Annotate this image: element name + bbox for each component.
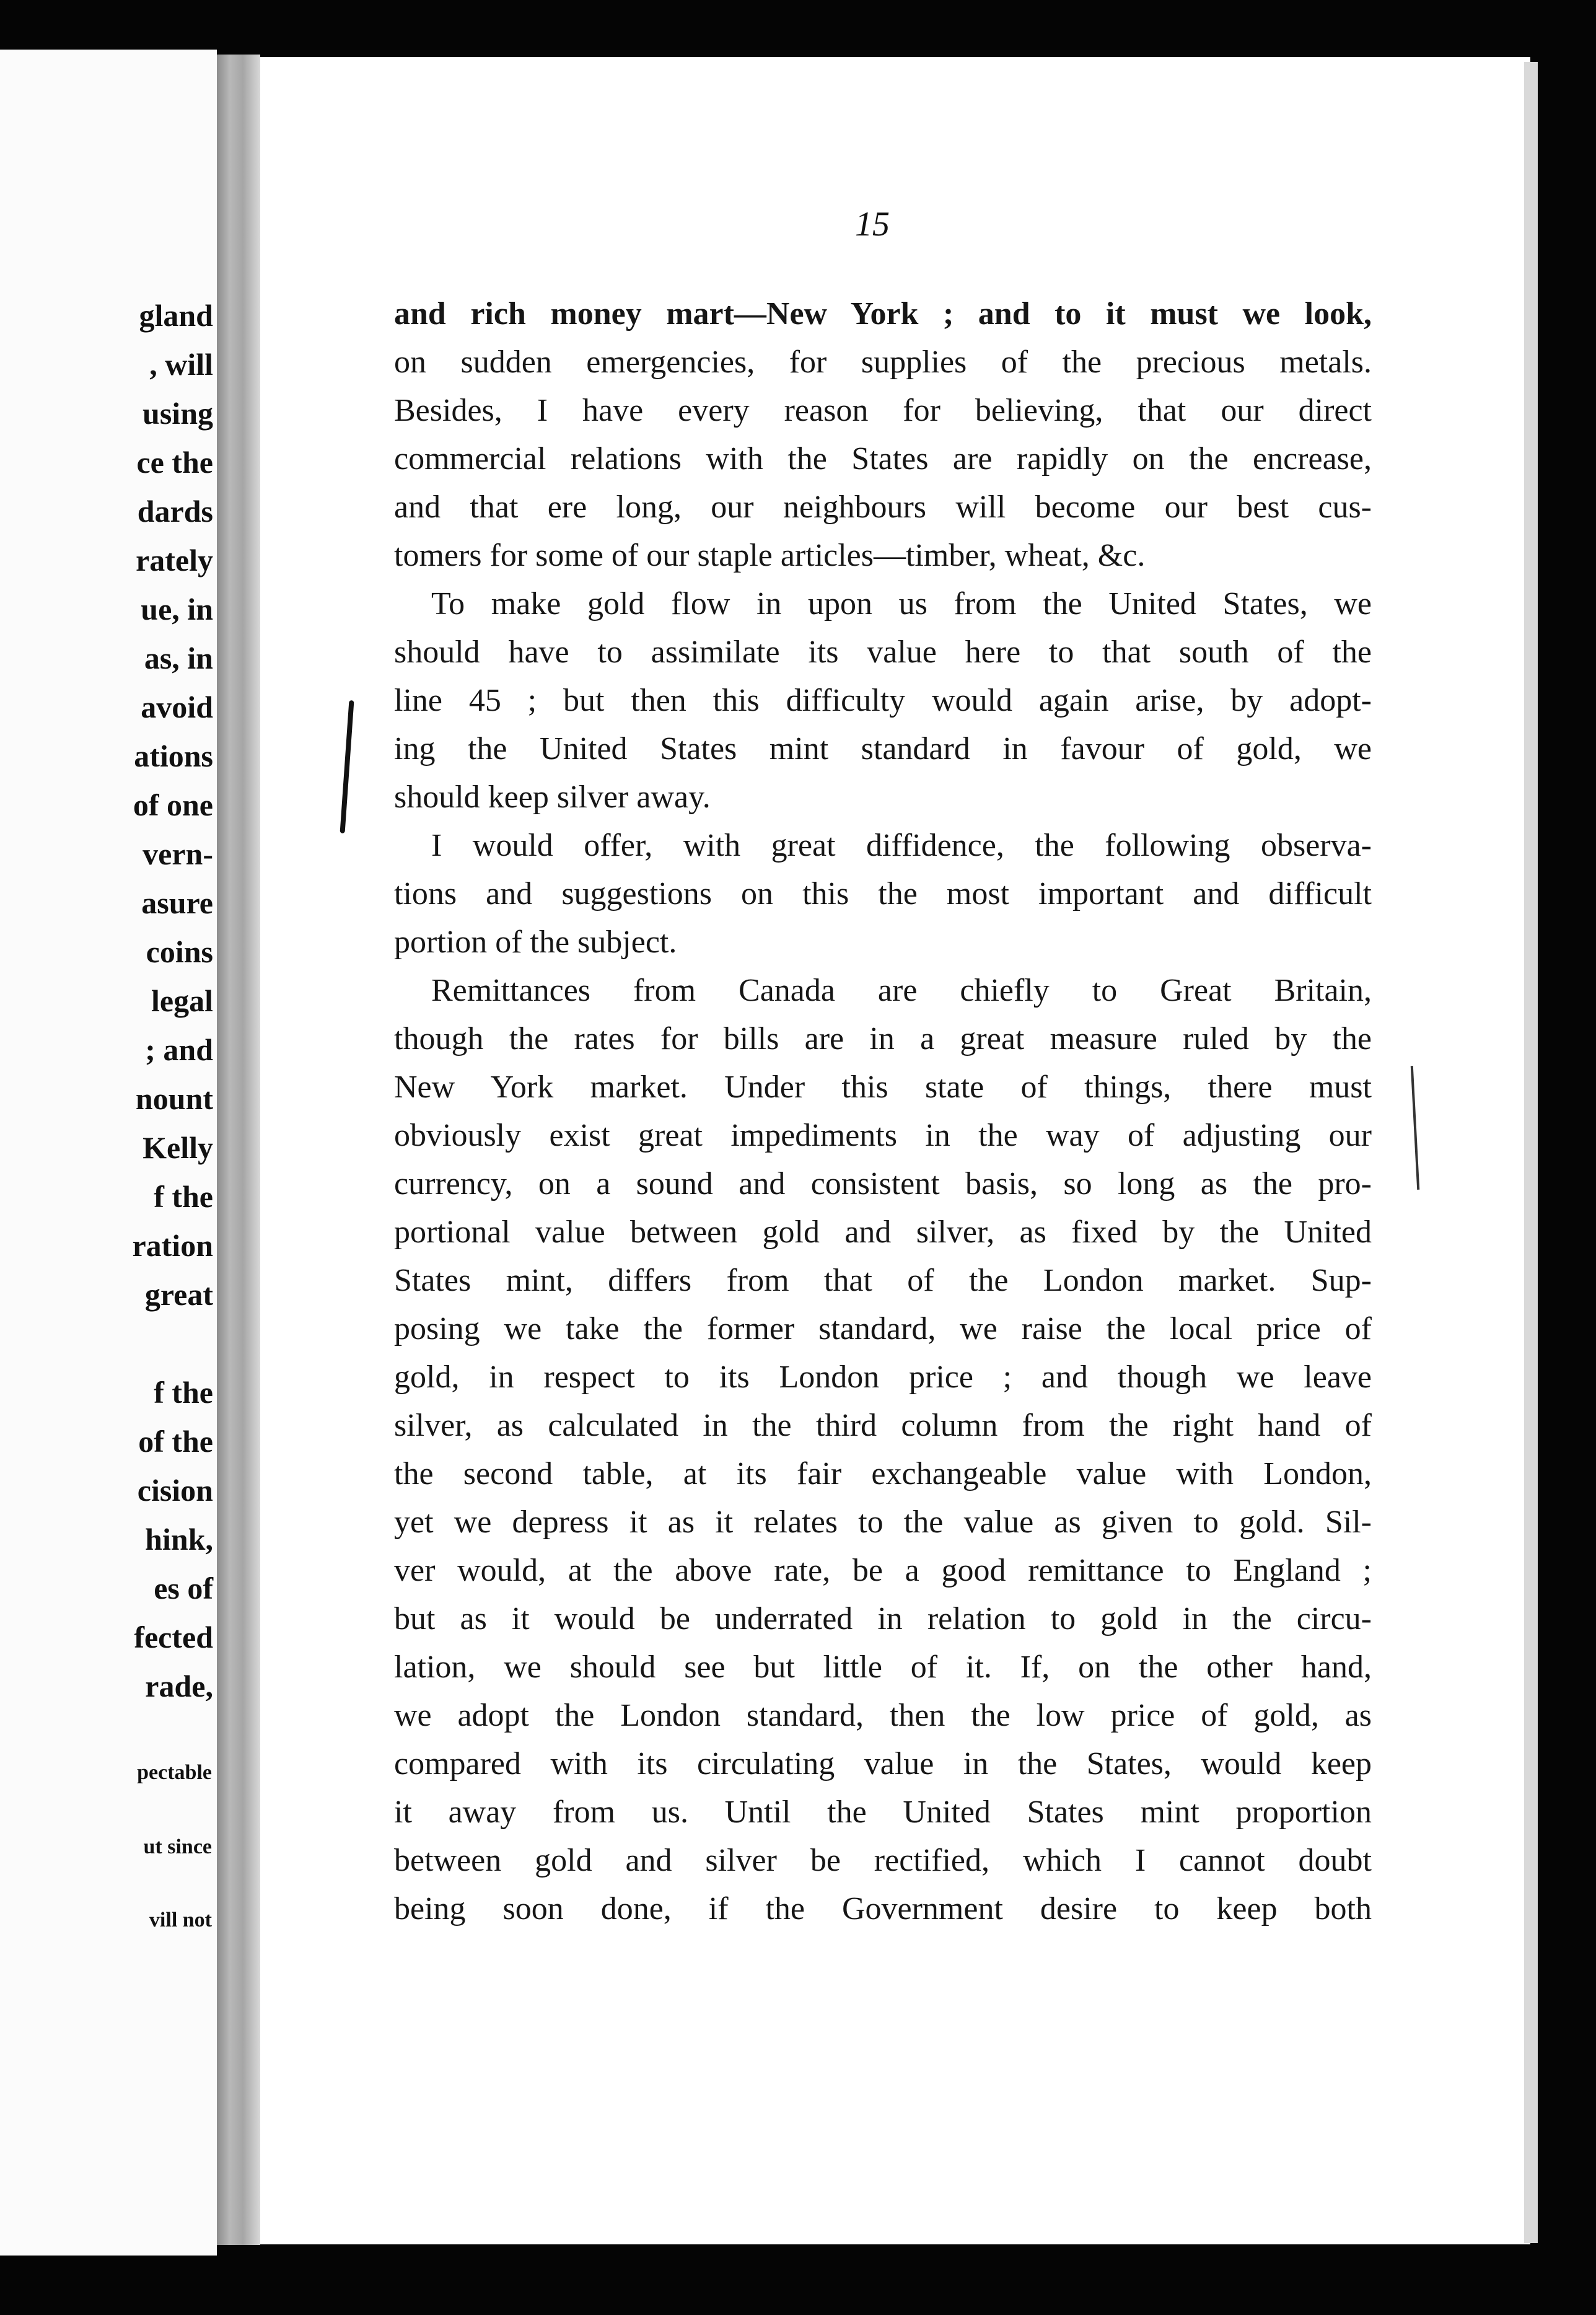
text-line: yet we depress it as it relates to the value as given to gold. Sil- (394, 1505, 1372, 1540)
text-line: lation, we should see but little of it. If, on the other hand, (394, 1649, 1372, 1685)
left-line: ce the (136, 445, 213, 480)
left-line: nount (135, 1081, 213, 1116)
left-footnote: vill not (149, 1909, 212, 1931)
left-line: cision (137, 1473, 213, 1508)
text-line: but as it would be underrated in relation to gold in the circu- (394, 1601, 1372, 1636)
text-line: should keep silver away. (394, 780, 711, 815)
left-line: as, in (144, 641, 213, 675)
left-line: of one (133, 788, 213, 822)
text-line: currency, on a sound and consistent basis, so long as the pro- (394, 1166, 1372, 1201)
text-line: on sudden emergencies, for supplies of the precious metals. (394, 345, 1372, 380)
text-line: line 45 ; but then this difficulty would again arise, by adopt- (394, 683, 1372, 718)
left-line: avoid (141, 690, 213, 724)
left-line: dards (137, 494, 213, 529)
left-line: f the (154, 1179, 213, 1214)
left-line: ; and (145, 1032, 213, 1067)
text-line: I would offer, with great diffidence, the following observa- (431, 828, 1372, 863)
text-line: portional value between gold and silver, as fixed by the United (394, 1215, 1372, 1250)
text-line: gold, in respect to its London price ; and though we leave (394, 1360, 1372, 1395)
left-line: asure (141, 885, 213, 920)
text-line: compared with its circulating value in the States, would keep (394, 1746, 1372, 1781)
left-line: great (144, 1277, 213, 1312)
text-line: we adopt the London standard, then the low price of gold, as (394, 1698, 1372, 1733)
text-line: ing the United States mint standard in favour of gold, we (394, 731, 1372, 767)
text-line: and rich money mart—New York ; and to it must we look, (394, 296, 1372, 332)
text-line: Besides, I have every reason for believing, that our direct (394, 393, 1372, 428)
text-line: being soon done, if the Government desire to keep both (394, 1891, 1372, 1926)
left-page (0, 50, 217, 2256)
text-line: posing we take the former standard, we raise the local price of (394, 1311, 1372, 1346)
left-line: , will (149, 347, 213, 382)
left-page-text (132, 291, 213, 1711)
text-line: silver, as calculated in the third column from the right hand of (394, 1408, 1372, 1443)
left-line (132, 1319, 213, 1368)
left-line: rately (136, 543, 213, 578)
left-footnote: ut since (143, 1835, 212, 1858)
text-line: States mint, differs from that of the London market. Sup- (394, 1263, 1372, 1298)
text-line: New York market. Under this state of things, there must (394, 1070, 1372, 1105)
left-line: fected (134, 1620, 213, 1654)
text-line: tomers for some of our staple articles—timber, wheat, &c. (394, 538, 1146, 573)
left-line: ations (134, 739, 213, 773)
left-line: of the (138, 1424, 213, 1459)
page-number: 15 (855, 205, 890, 244)
left-line: legal (151, 983, 213, 1018)
text-line: the second table, at its fair exchangeable value with London, (394, 1456, 1372, 1491)
left-line: vern- (142, 837, 213, 871)
book-gutter (217, 55, 260, 2245)
text-line: though the rates for bills are in a great measure ruled by the (394, 1021, 1372, 1056)
text-line: ver would, at the above rate, be a good remittance to England ; (394, 1553, 1372, 1588)
text-line: obviously exist great impediments in the way of adjusting our (394, 1118, 1372, 1153)
left-line: ration (132, 1228, 213, 1263)
text-line: between gold and silver be rectified, which I cannot doubt (394, 1843, 1372, 1878)
left-line: using (142, 396, 213, 431)
left-line: rade, (145, 1669, 213, 1703)
left-line: Kelly (142, 1130, 213, 1165)
text-line: tions and suggestions on this the most important and difficult (394, 876, 1372, 912)
text-line: To make gold flow in upon us from the United States, we (431, 586, 1372, 622)
text-line: should have to assimilate its value here to that south of the (394, 635, 1372, 670)
text-line: portion of the subject. (394, 925, 677, 960)
text-line: Remittances from Canada are chiefly to Great Britain, (431, 973, 1372, 1008)
text-line: and that ere long, our neighbours will become our best cus- (394, 490, 1372, 525)
left-line: coins (146, 934, 213, 969)
text-line: commercial relations with the States are rapidly on the encrease, (394, 441, 1372, 477)
left-line: es of (154, 1571, 213, 1606)
left-line: ue, in (141, 592, 213, 626)
text-line: it away from us. Until the United States mint proportion (394, 1794, 1372, 1830)
left-line: hink, (145, 1522, 213, 1557)
left-footnote: pectable (137, 1761, 212, 1784)
page-edge (1524, 62, 1538, 2243)
left-line: f the (154, 1375, 213, 1410)
body-text (394, 290, 1372, 1933)
left-line: gland (139, 298, 213, 333)
